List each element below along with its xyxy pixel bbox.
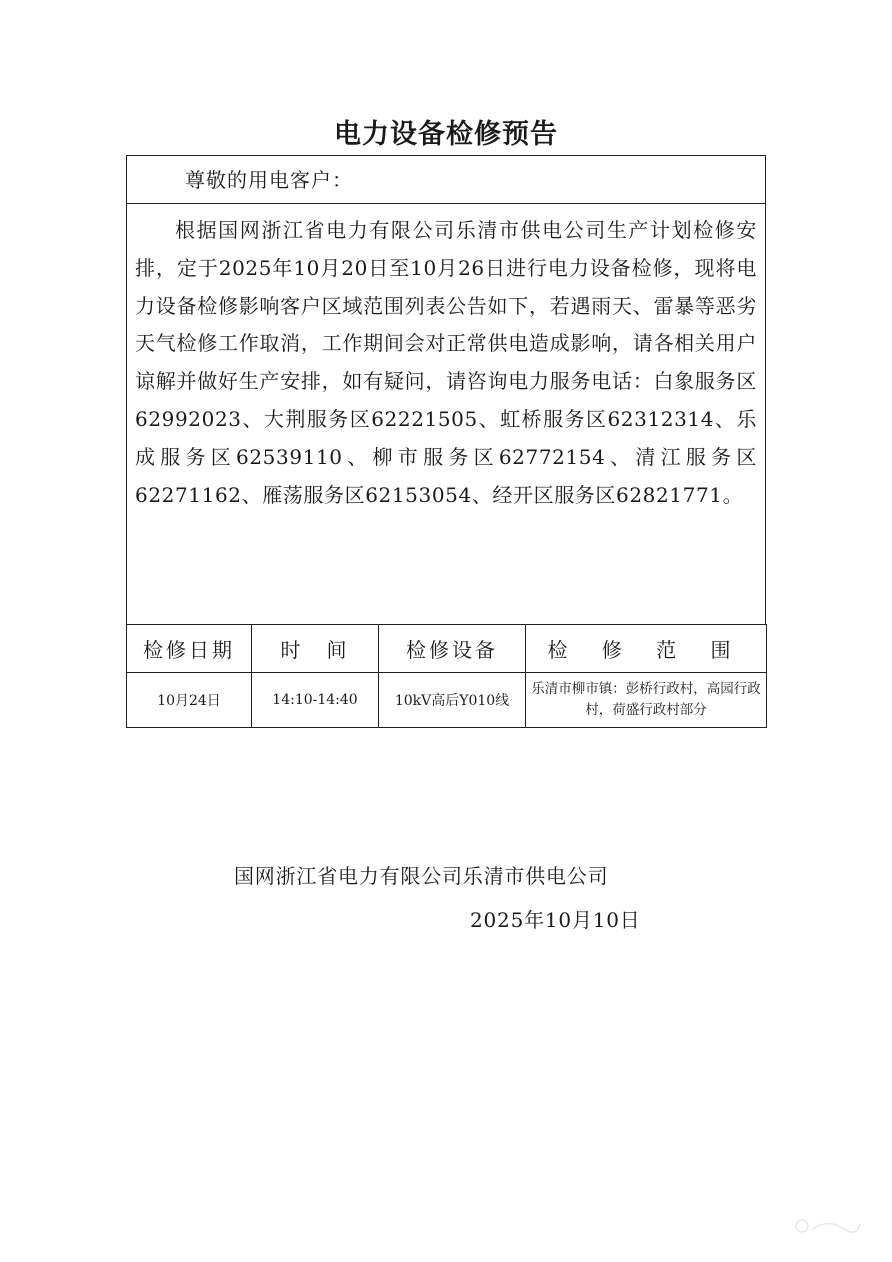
header-time: 时 间 — [252, 625, 379, 673]
header-scope: 检 修 范 围 — [526, 625, 767, 673]
issuer-signature: 国网浙江省电力有限公司乐清市供电公司 — [234, 864, 609, 888]
watermark-icon — [792, 1214, 862, 1238]
page-title: 电力设备检修预告 — [334, 119, 558, 150]
notice-body: 根据国网浙江省电力有限公司乐清市供电公司生产计划检修安排，定于2025年10月20日至10月26日进行电力设备检修，现将电力设备检修影响客户区域范围列表公告如下，若遇雨天、雷暴等恶劣天气检修工作取消，工作期间会对正常供电造成影响，请各相关用户谅解并做好生产安排，如有疑问，请咨询电力服务电话：白象服务区62992023、大荆服务区62221505、虹桥服务区62312314、乐成服务区62539110、柳市服务区62772154、清江服务区62271162、雁荡服务区62153054、经开区服务区62821771。 — [135, 218, 757, 507]
header-equipment: 检修设备 — [379, 625, 526, 673]
header-date: 检修日期 — [127, 625, 252, 673]
table-header-row — [127, 625, 767, 673]
cell-date: 10月24日 — [127, 673, 252, 728]
salutation: 尊敬的用电客户： — [127, 156, 765, 204]
maintenance-table — [126, 624, 767, 728]
cell-equipment: 10kV高后Y010线 — [379, 673, 526, 728]
table-row — [127, 673, 767, 728]
issue-date: 2025年10月10日 — [470, 908, 641, 932]
cell-time: 14:10-14:40 — [252, 673, 379, 728]
cell-scope: 乐清市柳市镇：彭桥行政村，高园行政村，荷盛行政村部分 — [526, 673, 767, 728]
notice-box — [126, 155, 766, 625]
